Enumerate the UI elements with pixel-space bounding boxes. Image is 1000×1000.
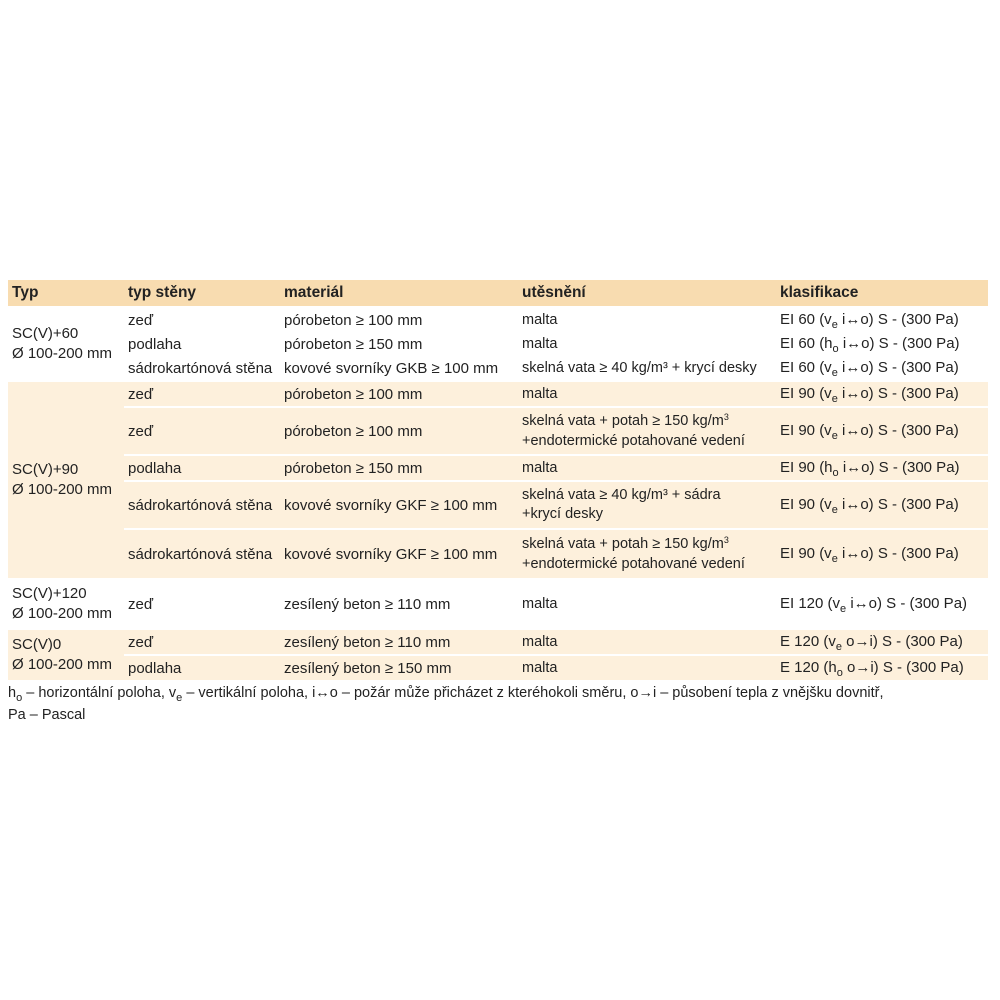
sealing-cell: skelná vata ≥ 40 kg/m³ + krycí desky (522, 359, 757, 376)
table-row (124, 480, 988, 528)
wall-type-cell: podlaha (128, 335, 182, 353)
type-diameter: Ø 100-200 mm (12, 345, 113, 362)
wall-type-cell: zeď (128, 385, 154, 403)
header-wall-type: typ stěny (128, 284, 197, 301)
sealing-cell: malta (522, 385, 558, 402)
table-row (124, 630, 988, 654)
header-typ: Typ (12, 284, 39, 301)
table-row (124, 382, 988, 406)
type-diameter: Ø 100-200 mm (12, 481, 113, 498)
classification-cell: EI 90 ($v_e$ i↔o) S - (300 Pa) (780, 384, 959, 405)
type-code: SC(V)+120 (12, 585, 87, 602)
classification-cell: EI 120 ($v_e$ i↔o) S - (300 Pa) (780, 594, 968, 615)
group-sc-v-60 (8, 308, 988, 382)
sealing-cell: skelná vata + potah ≥ 150 $kg/m^3$ +endotermické potahované vedení (522, 534, 745, 572)
sealing-cell: malta (522, 335, 558, 352)
type-code: SC(V)+90 (12, 461, 79, 478)
classification-cell: EI 90 ($v_e$ i↔o) S - (300 Pa) (780, 544, 959, 565)
sealing-cell: malta (522, 311, 558, 328)
wall-type-cell: zeď (128, 633, 154, 651)
legend-note (8, 683, 988, 726)
classification-cell: E 120 ($v_e$ o→i) S - (300 Pa) (780, 632, 963, 653)
material-cell: pórobeton ≥ 100 mm (284, 422, 423, 440)
classification-cell: EI 90 ($v_e$ i↔o) S - (300 Pa) (780, 421, 959, 442)
type-diameter: Ø 100-200 mm (12, 656, 113, 673)
material-cell: zesílený beton ≥ 110 mm (284, 633, 451, 651)
material-cell: zesílený beton ≥ 150 mm (284, 659, 452, 677)
material-cell: kovové svorníky GKF ≥ 100 mm (284, 545, 498, 563)
wall-type-cell: sádrokartónová stěna (128, 359, 273, 377)
type-cell (8, 630, 124, 680)
sealing-cell: malta (522, 595, 558, 612)
type-code: SC(V)+60 (12, 325, 79, 342)
classification-cell: EI 60 ($h_o$ i↔o) S - (300 Pa) (780, 334, 960, 355)
wall-type-cell: sádrokartónová stěna (128, 545, 273, 563)
material-cell: pórobeton ≥ 100 mm (284, 311, 423, 329)
table-row (124, 356, 988, 380)
header-material: materiál (284, 284, 344, 301)
type-code: SC(V)0 (12, 636, 62, 653)
table-row (124, 332, 988, 356)
group-sc-v-120 (8, 580, 988, 630)
wall-type-cell: sádrokartónová stěna (128, 496, 273, 514)
classification-cell: E 120 ($h_o$ o→i) S - (300 Pa) (780, 658, 964, 679)
type-cell (8, 382, 124, 578)
table-row (124, 528, 988, 578)
material-cell: pórobeton ≥ 100 mm (284, 385, 423, 403)
legend-line-2: Pa – Pascal (8, 707, 86, 723)
table-row (124, 654, 988, 680)
fire-rating-table (8, 280, 988, 682)
sealing-cell: skelná vata ≥ 40 kg/m³ + sádra +krycí desky (522, 487, 721, 522)
wall-type-cell: zeď (128, 595, 154, 613)
table-row (124, 454, 988, 480)
wall-type-cell: zeď (128, 422, 154, 440)
header-classification: klasifikace (780, 284, 859, 301)
classification-cell: EI 90 ($v_e$ i↔o) S - (300 Pa) (780, 495, 959, 516)
wall-type-cell: zeď (128, 311, 154, 329)
table-row (124, 580, 988, 628)
classification-cell: EI 60 ($v_e$ i↔o) S - (300 Pa) (780, 310, 959, 331)
type-cell (8, 580, 124, 628)
group-sc-v-0 (8, 630, 988, 682)
legend-line-1: $h_o$ – horizontální poloha, $v_e$ – vertikální poloha, i↔o – požár může přicházet z kteréhokoli směru, o→i – působení tepla z vnějšku dovnitř, (8, 685, 884, 704)
material-cell: pórobeton ≥ 150 mm (284, 459, 423, 477)
material-cell: kovové svorníky GKB ≥ 100 mm (284, 359, 499, 377)
material-cell: zesílený beton ≥ 110 mm (284, 595, 451, 613)
type-diameter: Ø 100-200 mm (12, 605, 113, 622)
type-cell (8, 308, 124, 380)
wall-type-cell: podlaha (128, 659, 182, 677)
table-header (8, 280, 988, 308)
wall-type-cell: podlaha (128, 459, 182, 477)
table-row (124, 406, 988, 454)
header-sealing: utěsnění (522, 284, 586, 301)
sealing-cell: malta (522, 633, 558, 650)
sealing-cell: malta (522, 459, 558, 476)
sealing-cell: malta (522, 659, 558, 676)
group-sc-v-90 (8, 382, 988, 580)
sealing-cell: skelná vata + potah ≥ 150 $kg/m^3$ +endotermické potahované vedení (522, 411, 745, 449)
classification-cell: EI 60 ($v_e$ i↔o) S - (300 Pa) (780, 358, 959, 379)
classification-cell: EI 90 ($h_o$ i↔o) S - (300 Pa) (780, 458, 960, 479)
table-row (124, 308, 988, 332)
material-cell: pórobeton ≥ 150 mm (284, 335, 423, 353)
material-cell: kovové svorníky GKF ≥ 100 mm (284, 496, 498, 514)
